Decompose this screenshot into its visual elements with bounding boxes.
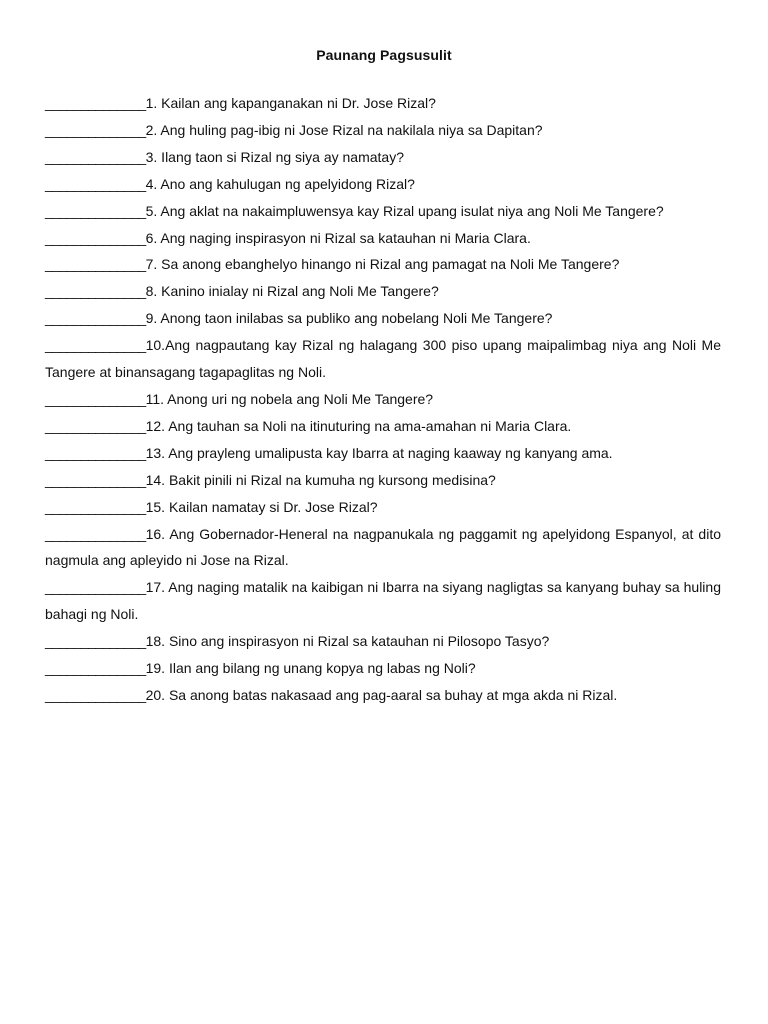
answer-blank: ______________ xyxy=(45,256,146,273)
question-8 xyxy=(45,278,721,305)
answer-blank: ______________ xyxy=(45,283,146,300)
question-17 xyxy=(45,574,721,628)
answer-blank: ______________ xyxy=(45,95,146,111)
question-text: 15. Kailan namatay si Dr. Jose Rizal? xyxy=(145,498,378,515)
question-3 xyxy=(45,144,721,171)
answer-blank: ______________ xyxy=(45,660,146,677)
question-text: 6. Ang naging inspirasyon ni Rizal sa katauhan ni Maria Clara. xyxy=(145,229,531,246)
question-text: 7. Sa anong ebanghelyo hinango ni Rizal ang pamagat na Noli Me Tangere? xyxy=(145,256,620,273)
question-18 xyxy=(45,628,721,655)
question-16 xyxy=(45,521,721,575)
question-15 xyxy=(45,494,721,521)
answer-blank: ______________ xyxy=(45,444,146,461)
question-14 xyxy=(45,467,721,494)
answer-blank: ______________ xyxy=(45,229,146,246)
answer-blank: ______________ xyxy=(45,525,146,542)
question-text: 18. Sino ang inspirasyon ni Rizal sa katauhan ni Pilosopo Tasyo? xyxy=(145,633,550,650)
document-title: Paunang Pagsusulit xyxy=(316,47,452,63)
question-12 xyxy=(45,413,721,440)
answer-blank: ______________ xyxy=(45,579,146,596)
question-2 xyxy=(45,117,721,144)
question-4 xyxy=(45,171,721,198)
answer-blank: ______________ xyxy=(45,686,146,703)
question-text: 12. Ang tauhan sa Noli na itinuturing na ama-amahan ni Maria Clara. xyxy=(145,417,572,434)
answer-blank: ______________ xyxy=(45,417,146,434)
question-list xyxy=(45,90,721,709)
question-9 xyxy=(45,305,721,332)
question-1 xyxy=(45,90,721,117)
answer-blank: ______________ xyxy=(45,390,146,407)
question-19 xyxy=(45,655,721,682)
question-6 xyxy=(45,225,721,252)
question-text: 2. Ang huling pag-ibig ni Jose Rizal na nakilala niya sa Dapitan? xyxy=(145,121,543,138)
question-13 xyxy=(45,440,721,467)
question-text: 8. Kanino inialay ni Rizal ang Noli Me Tangere? xyxy=(145,283,439,300)
answer-blank: ______________ xyxy=(45,121,146,138)
question-5 xyxy=(45,198,721,225)
answer-blank: ______________ xyxy=(45,471,146,488)
answer-blank: ______________ xyxy=(45,202,146,219)
question-text: 4. Ano ang kahulugan ng apelyidong Rizal? xyxy=(145,175,415,192)
question-text: 9. Anong taon inilabas sa publiko ang nobelang Noli Me Tangere? xyxy=(145,310,553,327)
question-text: 14. Bakit pinili ni Rizal na kumuha ng kursong medisina? xyxy=(145,471,496,488)
question-text: 1. Kailan ang kapanganakan ni Dr. Jose Rizal? xyxy=(145,95,436,111)
answer-blank: ______________ xyxy=(45,337,146,354)
question-text: 5. Ang aklat na nakaimpluwensya kay Rizal upang isulat niya ang Noli Me Tangere? xyxy=(145,202,664,219)
question-20 xyxy=(45,682,721,709)
question-text: 10.Ang nagpautang kay Rizal ng halagang 300 piso upang maipalimbag niya ang Noli Me Tangere at binansagang tagapaglitas ng Noli. xyxy=(45,337,721,381)
question-text: 13. Ang prayleng umalipusta kay Ibarra at naging kaaway ng kanyang ama. xyxy=(145,444,613,461)
question-text: 17. Ang naging matalik na kaibigan ni Ibarra na siyang nagligtas sa kanyang buhay sa huling bahagi ng Noli. xyxy=(45,579,721,623)
question-10 xyxy=(45,332,721,386)
answer-blank: ______________ xyxy=(45,148,146,165)
question-text: 16. Ang Gobernador-Heneral na nagpanukala ng paggamit ng apelyidong Espanyol, at dito nagmula ang apleyido ni Jose na Rizal. xyxy=(45,525,721,569)
question-text: 19. Ilan ang bilang ng unang kopya ng labas ng Noli? xyxy=(145,660,476,677)
question-text: 3. Ilang taon si Rizal ng siya ay namatay? xyxy=(145,148,404,165)
question-text: 20. Sa anong batas nakasaad ang pag-aaral sa buhay at mga akda ni Rizal. xyxy=(145,686,618,703)
question-11 xyxy=(45,386,721,413)
question-7 xyxy=(45,251,721,278)
answer-blank: ______________ xyxy=(45,175,146,192)
question-text: 11. Anong uri ng nobela ang Noli Me Tangere? xyxy=(145,390,434,407)
answer-blank: ______________ xyxy=(45,633,146,650)
answer-blank: ______________ xyxy=(45,498,146,515)
answer-blank: ______________ xyxy=(45,310,146,327)
